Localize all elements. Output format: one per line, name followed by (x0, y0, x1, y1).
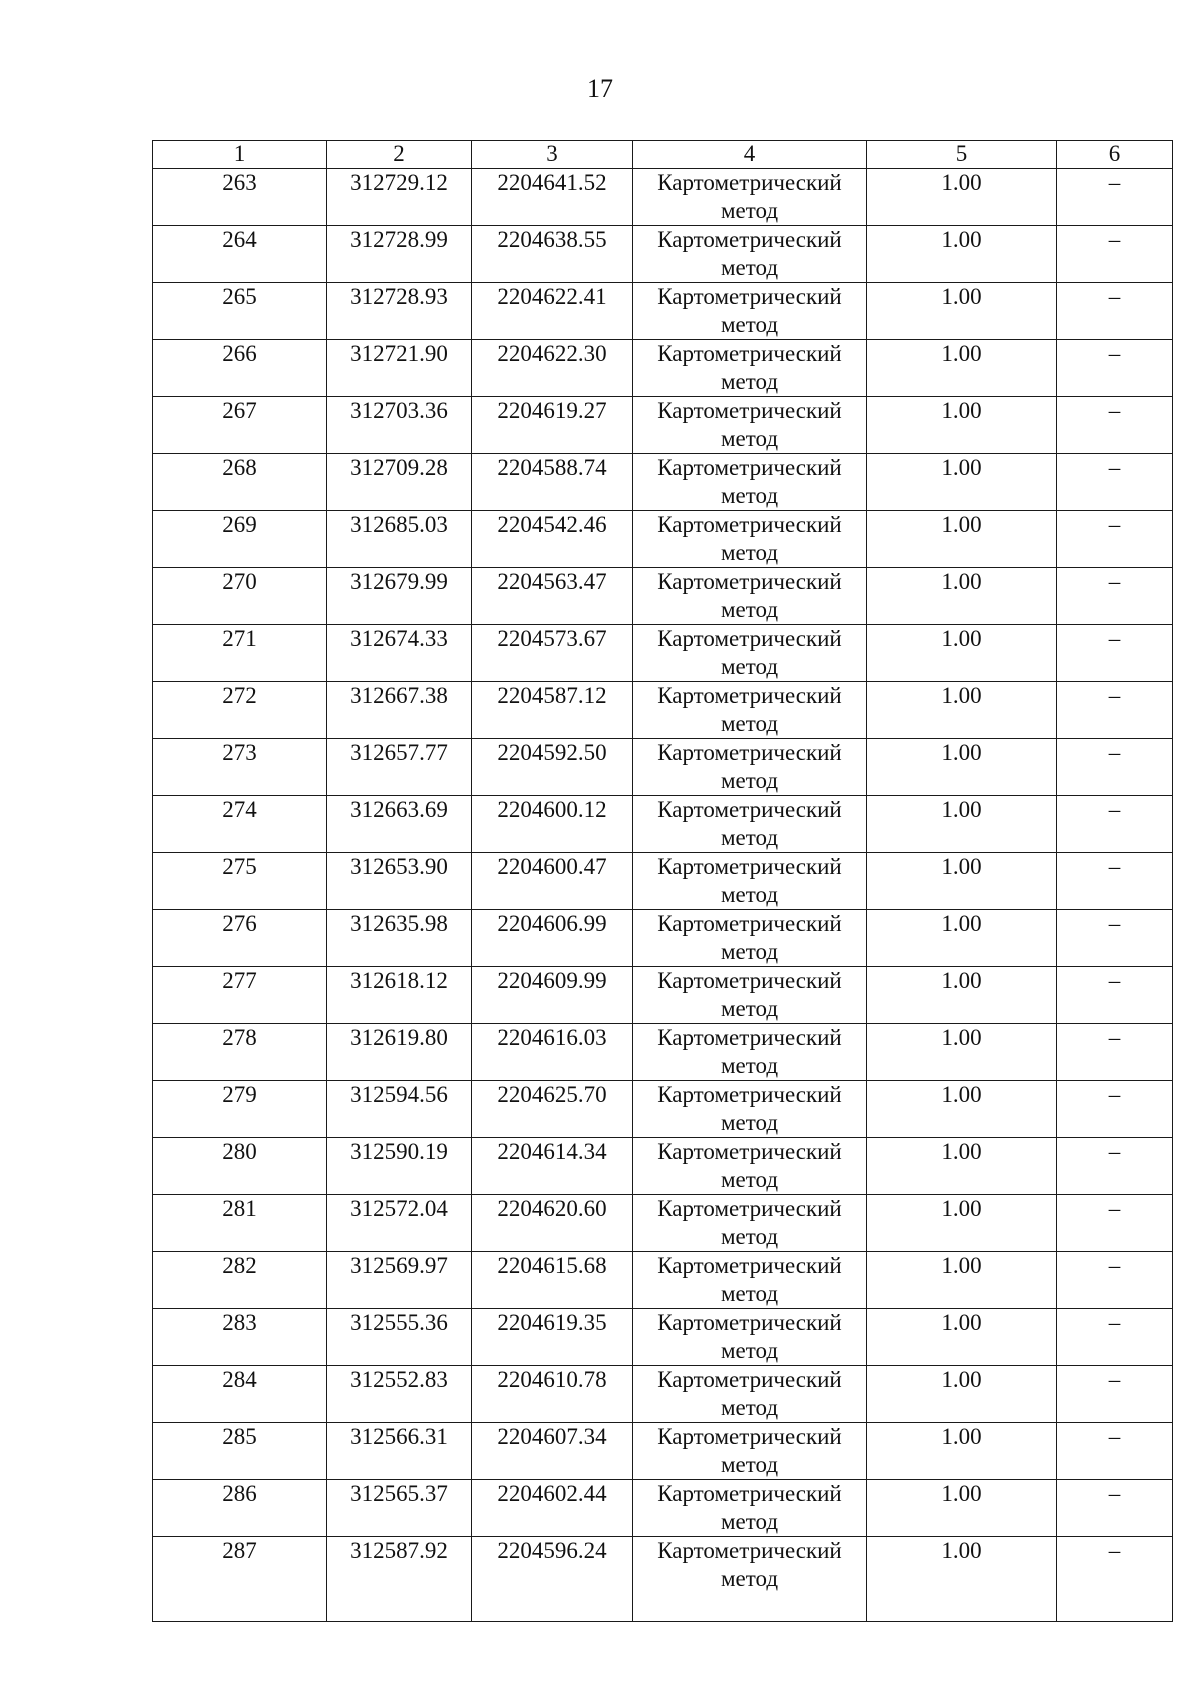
method-cell: Картометрический метод (633, 568, 867, 625)
note-cell: – (1057, 967, 1173, 1024)
accuracy-cell: 1.00 (867, 1480, 1057, 1537)
method-cell: Картометрический метод (633, 169, 867, 226)
table-row (153, 625, 1173, 682)
note-cell: – (1057, 1309, 1173, 1366)
point-number-cell: 282 (153, 1252, 327, 1309)
x-coordinate-cell: 312552.83 (327, 1366, 472, 1423)
table-row (153, 967, 1173, 1024)
table-body (153, 169, 1173, 1622)
method-cell: Картометрический метод (633, 1081, 867, 1138)
x-coordinate-cell: 312679.99 (327, 568, 472, 625)
accuracy-cell: 1.00 (867, 1309, 1057, 1366)
table-row (153, 1480, 1173, 1537)
note-cell: – (1057, 1423, 1173, 1480)
note-cell: – (1057, 226, 1173, 283)
method-cell: Картометрический метод (633, 796, 867, 853)
accuracy-cell: 1.00 (867, 796, 1057, 853)
note-cell: – (1057, 910, 1173, 967)
column-header-3: 3 (472, 141, 633, 169)
accuracy-cell: 1.00 (867, 1423, 1057, 1480)
table-row (153, 1195, 1173, 1252)
x-coordinate-cell: 312572.04 (327, 1195, 472, 1252)
y-coordinate-cell: 2204625.70 (472, 1081, 633, 1138)
point-number-cell: 270 (153, 568, 327, 625)
note-cell: – (1057, 682, 1173, 739)
x-coordinate-cell: 312674.33 (327, 625, 472, 682)
accuracy-cell: 1.00 (867, 283, 1057, 340)
y-coordinate-cell: 2204600.12 (472, 796, 633, 853)
y-coordinate-cell: 2204587.12 (472, 682, 633, 739)
method-cell: Картометрический метод (633, 454, 867, 511)
table-row (153, 739, 1173, 796)
method-cell: Картометрический метод (633, 910, 867, 967)
y-coordinate-cell: 2204573.67 (472, 625, 633, 682)
method-cell: Картометрический метод (633, 853, 867, 910)
note-cell: – (1057, 1081, 1173, 1138)
accuracy-cell: 1.00 (867, 1366, 1057, 1423)
method-cell: Картометрический метод (633, 1024, 867, 1081)
x-coordinate-cell: 312555.36 (327, 1309, 472, 1366)
table-row (153, 568, 1173, 625)
y-coordinate-cell: 2204596.24 (472, 1537, 633, 1622)
accuracy-cell: 1.00 (867, 853, 1057, 910)
table-row (153, 511, 1173, 568)
y-coordinate-cell: 2204641.52 (472, 169, 633, 226)
accuracy-cell: 1.00 (867, 1537, 1057, 1622)
point-number-cell: 287 (153, 1537, 327, 1622)
accuracy-cell: 1.00 (867, 967, 1057, 1024)
method-cell: Картометрический метод (633, 1480, 867, 1537)
note-cell: – (1057, 283, 1173, 340)
accuracy-cell: 1.00 (867, 625, 1057, 682)
x-coordinate-cell: 312657.77 (327, 739, 472, 796)
x-coordinate-cell: 312721.90 (327, 340, 472, 397)
accuracy-cell: 1.00 (867, 1195, 1057, 1252)
table-row (153, 1537, 1173, 1622)
point-number-cell: 268 (153, 454, 327, 511)
column-header-5: 5 (867, 141, 1057, 169)
y-coordinate-cell: 2204619.35 (472, 1309, 633, 1366)
accuracy-cell: 1.00 (867, 1081, 1057, 1138)
note-cell: – (1057, 169, 1173, 226)
accuracy-cell: 1.00 (867, 169, 1057, 226)
table-row (153, 1252, 1173, 1309)
y-coordinate-cell: 2204563.47 (472, 568, 633, 625)
column-header-2: 2 (327, 141, 472, 169)
method-cell: Картометрический метод (633, 340, 867, 397)
point-number-cell: 283 (153, 1309, 327, 1366)
method-cell: Картометрический метод (633, 967, 867, 1024)
y-coordinate-cell: 2204592.50 (472, 739, 633, 796)
x-coordinate-cell: 312618.12 (327, 967, 472, 1024)
table-row (153, 454, 1173, 511)
page-number: 17 (587, 74, 613, 103)
note-cell: – (1057, 397, 1173, 454)
point-number-cell: 284 (153, 1366, 327, 1423)
point-number-cell: 264 (153, 226, 327, 283)
accuracy-cell: 1.00 (867, 682, 1057, 739)
table-row (153, 910, 1173, 967)
note-cell: – (1057, 1366, 1173, 1423)
point-number-cell: 277 (153, 967, 327, 1024)
note-cell: – (1057, 340, 1173, 397)
x-coordinate-cell: 312653.90 (327, 853, 472, 910)
point-number-cell: 278 (153, 1024, 327, 1081)
method-cell: Картометрический метод (633, 283, 867, 340)
method-cell: Картометрический метод (633, 1309, 867, 1366)
point-number-cell: 275 (153, 853, 327, 910)
point-number-cell: 263 (153, 169, 327, 226)
table-row (153, 853, 1173, 910)
y-coordinate-cell: 2204622.41 (472, 283, 633, 340)
x-coordinate-cell: 312685.03 (327, 511, 472, 568)
point-number-cell: 271 (153, 625, 327, 682)
table-row (153, 1423, 1173, 1480)
method-cell: Картометрический метод (633, 739, 867, 796)
x-coordinate-cell: 312703.36 (327, 397, 472, 454)
method-cell: Картометрический метод (633, 1537, 867, 1622)
note-cell: – (1057, 1252, 1173, 1309)
point-number-cell: 279 (153, 1081, 327, 1138)
y-coordinate-cell: 2204622.30 (472, 340, 633, 397)
point-number-cell: 265 (153, 283, 327, 340)
point-number-cell: 273 (153, 739, 327, 796)
y-coordinate-cell: 2204610.78 (472, 1366, 633, 1423)
accuracy-cell: 1.00 (867, 226, 1057, 283)
accuracy-cell: 1.00 (867, 340, 1057, 397)
table-row (153, 682, 1173, 739)
y-coordinate-cell: 2204614.34 (472, 1138, 633, 1195)
accuracy-cell: 1.00 (867, 910, 1057, 967)
column-header-6: 6 (1057, 141, 1173, 169)
table-row (153, 226, 1173, 283)
x-coordinate-cell: 312565.37 (327, 1480, 472, 1537)
accuracy-cell: 1.00 (867, 511, 1057, 568)
x-coordinate-cell: 312728.99 (327, 226, 472, 283)
note-cell: – (1057, 1480, 1173, 1537)
note-cell: – (1057, 1537, 1173, 1622)
method-cell: Картометрический метод (633, 1252, 867, 1309)
point-number-cell: 272 (153, 682, 327, 739)
y-coordinate-cell: 2204615.68 (472, 1252, 633, 1309)
method-cell: Картометрический метод (633, 682, 867, 739)
point-number-cell: 286 (153, 1480, 327, 1537)
x-coordinate-cell: 312587.92 (327, 1537, 472, 1622)
method-cell: Картометрический метод (633, 1195, 867, 1252)
note-cell: – (1057, 853, 1173, 910)
y-coordinate-cell: 2204606.99 (472, 910, 633, 967)
point-number-cell: 281 (153, 1195, 327, 1252)
note-cell: – (1057, 454, 1173, 511)
table-row (153, 1081, 1173, 1138)
table-row (153, 169, 1173, 226)
accuracy-cell: 1.00 (867, 1252, 1057, 1309)
point-number-cell: 285 (153, 1423, 327, 1480)
y-coordinate-cell: 2204602.44 (472, 1480, 633, 1537)
accuracy-cell: 1.00 (867, 1138, 1057, 1195)
method-cell: Картометрический метод (633, 511, 867, 568)
method-cell: Картометрический метод (633, 1138, 867, 1195)
table-row (153, 1024, 1173, 1081)
x-coordinate-cell: 312590.19 (327, 1138, 472, 1195)
y-coordinate-cell: 2204600.47 (472, 853, 633, 910)
accuracy-cell: 1.00 (867, 739, 1057, 796)
method-cell: Картометрический метод (633, 1423, 867, 1480)
column-header-4: 4 (633, 141, 867, 169)
table-row (153, 1138, 1173, 1195)
note-cell: – (1057, 1138, 1173, 1195)
y-coordinate-cell: 2204542.46 (472, 511, 633, 568)
table-row (153, 1366, 1173, 1423)
note-cell: – (1057, 796, 1173, 853)
x-coordinate-cell: 312635.98 (327, 910, 472, 967)
method-cell: Картометрический метод (633, 397, 867, 454)
x-coordinate-cell: 312729.12 (327, 169, 472, 226)
note-cell: – (1057, 739, 1173, 796)
x-coordinate-cell: 312594.56 (327, 1081, 472, 1138)
x-coordinate-cell: 312569.97 (327, 1252, 472, 1309)
accuracy-cell: 1.00 (867, 454, 1057, 511)
y-coordinate-cell: 2204616.03 (472, 1024, 633, 1081)
x-coordinate-cell: 312728.93 (327, 283, 472, 340)
y-coordinate-cell: 2204609.99 (472, 967, 633, 1024)
table-row (153, 340, 1173, 397)
table-row (153, 397, 1173, 454)
method-cell: Картометрический метод (633, 1366, 867, 1423)
note-cell: – (1057, 568, 1173, 625)
table-row (153, 283, 1173, 340)
point-number-cell: 274 (153, 796, 327, 853)
point-number-cell: 276 (153, 910, 327, 967)
accuracy-cell: 1.00 (867, 397, 1057, 454)
point-number-cell: 280 (153, 1138, 327, 1195)
y-coordinate-cell: 2204620.60 (472, 1195, 633, 1252)
note-cell: – (1057, 625, 1173, 682)
y-coordinate-cell: 2204607.34 (472, 1423, 633, 1480)
y-coordinate-cell: 2204638.55 (472, 226, 633, 283)
x-coordinate-cell: 312667.38 (327, 682, 472, 739)
table-header-row (153, 141, 1173, 169)
y-coordinate-cell: 2204588.74 (472, 454, 633, 511)
y-coordinate-cell: 2204619.27 (472, 397, 633, 454)
x-coordinate-cell: 312619.80 (327, 1024, 472, 1081)
x-coordinate-cell: 312663.69 (327, 796, 472, 853)
table-row (153, 1309, 1173, 1366)
method-cell: Картометрический метод (633, 625, 867, 682)
accuracy-cell: 1.00 (867, 568, 1057, 625)
note-cell: – (1057, 1195, 1173, 1252)
x-coordinate-cell: 312709.28 (327, 454, 472, 511)
table-row (153, 796, 1173, 853)
coordinates-table (152, 140, 1173, 1622)
x-coordinate-cell: 312566.31 (327, 1423, 472, 1480)
note-cell: – (1057, 1024, 1173, 1081)
point-number-cell: 266 (153, 340, 327, 397)
note-cell: – (1057, 511, 1173, 568)
method-cell: Картометрический метод (633, 226, 867, 283)
point-number-cell: 269 (153, 511, 327, 568)
point-number-cell: 267 (153, 397, 327, 454)
column-header-1: 1 (153, 141, 327, 169)
accuracy-cell: 1.00 (867, 1024, 1057, 1081)
